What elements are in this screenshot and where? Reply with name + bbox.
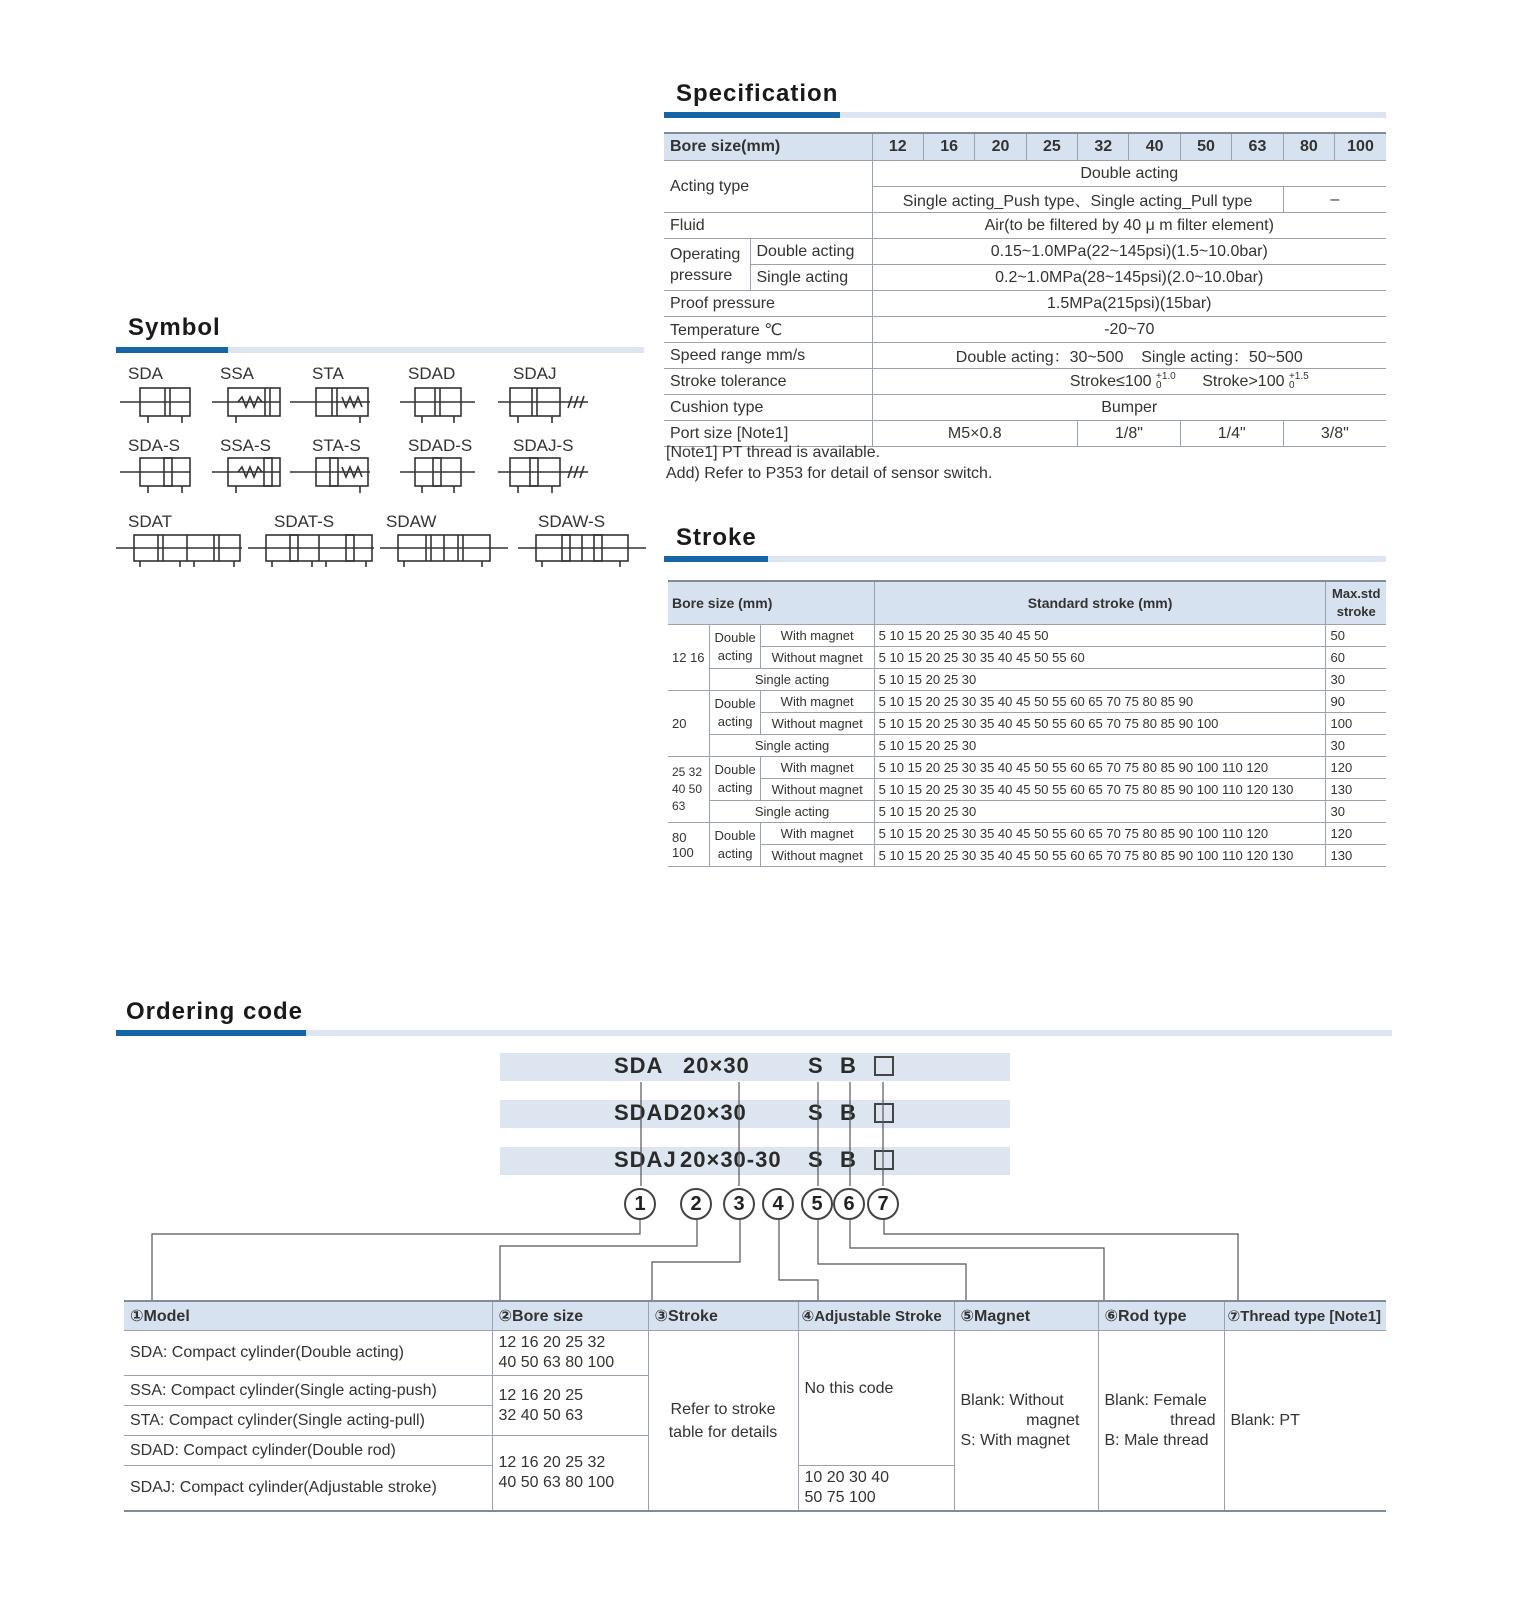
bore-list-line: 12 16 20 25 32 bbox=[498, 1334, 606, 1351]
tolerance-label: Stroke tolerance bbox=[664, 369, 872, 395]
spec-note2: Add) Refer to P353 for detail of sensor switch. bbox=[666, 465, 993, 482]
header-bore: ②Bore size bbox=[492, 1301, 648, 1331]
ordering-row bbox=[124, 1331, 1386, 1376]
bore-cell: 20 bbox=[975, 133, 1026, 161]
single-acting-label: Single acting bbox=[750, 265, 872, 291]
circle-5: 5 bbox=[801, 1188, 833, 1220]
code-magnet: S bbox=[808, 1147, 824, 1172]
standard-stroke: 5 10 15 20 25 30 35 40 45 50 55 60 65 70 75 80 85 90 100 110 120 130 bbox=[874, 779, 1326, 801]
thread-option: Blank: PT bbox=[1230, 1411, 1300, 1429]
bore-cell: 25 bbox=[1026, 133, 1077, 161]
max-stroke: 30 bbox=[1326, 669, 1386, 691]
single-pressure-value: 0.2~1.0MPa(28~145psi)(2.0~10.0bar) bbox=[872, 265, 1386, 291]
code-rod: B bbox=[840, 1100, 857, 1125]
code-model: SDAJ bbox=[614, 1147, 677, 1172]
symbol-label: SDAT-S bbox=[274, 512, 335, 531]
acting-single-value: Single acting_Push type、Single acting_Pull type bbox=[872, 187, 1283, 213]
stroke-header-bore: Bore size (mm) bbox=[668, 581, 874, 625]
symbol-label: SSA-S bbox=[220, 436, 272, 455]
stroke-note-line: Refer to stroke bbox=[670, 1400, 776, 1418]
bore-cell: 12 bbox=[872, 133, 923, 161]
stroke-header-max: Max.std stroke bbox=[1326, 581, 1386, 625]
symbol-label: SDAW bbox=[386, 512, 437, 531]
adjustable-values-line: 50 75 100 bbox=[804, 1489, 876, 1506]
without-magnet-label: Without magnet bbox=[760, 647, 874, 669]
circle-7: 7 bbox=[867, 1188, 899, 1220]
symbol-label: SDA-S bbox=[128, 436, 180, 455]
model-item: SDAJ: Compact cylinder(Adjustable stroke) bbox=[124, 1466, 492, 1512]
bore-cell: 100 bbox=[1335, 133, 1386, 161]
magnet-option-line: Blank: Without bbox=[960, 1391, 1064, 1409]
single-acting-label: Single acting bbox=[710, 669, 874, 691]
max-stroke: 30 bbox=[1326, 801, 1386, 823]
bore-cell: 40 bbox=[1129, 133, 1180, 161]
symbol-label: SDAJ bbox=[513, 364, 557, 383]
acting-type-label: Acting type bbox=[664, 161, 872, 213]
proof-label: Proof pressure bbox=[664, 291, 872, 317]
code-magnet: S bbox=[808, 1100, 824, 1125]
max-stroke: 30 bbox=[1326, 735, 1386, 757]
max-stroke: 60 bbox=[1326, 647, 1386, 669]
max-stroke: 130 bbox=[1326, 845, 1386, 867]
standard-stroke: 5 10 15 20 25 30 bbox=[874, 801, 1326, 823]
tolerance-a-upper: +1.0 bbox=[1156, 371, 1176, 383]
stroke-header-standard: Standard stroke (mm) bbox=[874, 581, 1326, 625]
code-model: SDAD bbox=[614, 1100, 681, 1125]
bore-list-line: 40 50 63 80 100 bbox=[498, 1354, 615, 1371]
header-adjustable: ④Adjustable Stroke bbox=[798, 1301, 954, 1331]
bore-list bbox=[492, 1376, 648, 1436]
spec-note1: [Note1] PT thread is available. bbox=[666, 444, 881, 461]
ordering-table bbox=[124, 1300, 1386, 1512]
max-stroke: 50 bbox=[1326, 625, 1386, 647]
code-model: SDA bbox=[614, 1053, 664, 1078]
circle-2: 2 bbox=[680, 1188, 712, 1220]
single-acting-label: Single acting bbox=[710, 735, 874, 757]
stroke-note-line: table for details bbox=[668, 1423, 778, 1441]
without-magnet-label: Without magnet bbox=[760, 779, 874, 801]
header-stroke: ③Stroke bbox=[648, 1301, 798, 1331]
spec-title: Specification bbox=[676, 80, 839, 107]
header-magnet: ⑤Magnet bbox=[954, 1301, 1098, 1331]
port-label: Port size [Note1] bbox=[664, 421, 872, 447]
adjustable-values bbox=[798, 1466, 954, 1512]
model-item: SDA: Compact cylinder(Double acting) bbox=[124, 1331, 492, 1376]
bore-cell: 50 bbox=[1180, 133, 1231, 161]
stroke-note bbox=[648, 1331, 798, 1512]
speed-value: Double acting：30~500 Single acting：50~500 bbox=[872, 343, 1386, 369]
magnet-option-line: magnet bbox=[1026, 1411, 1080, 1429]
circle-1: 1 bbox=[624, 1188, 656, 1220]
rod-option-line: Blank: Female bbox=[1104, 1391, 1207, 1409]
magnet-option-line: S: With magnet bbox=[960, 1431, 1070, 1449]
rod-option-line: thread bbox=[1170, 1411, 1216, 1429]
bore-list bbox=[492, 1331, 648, 1376]
rod-option-line: B: Male thread bbox=[1104, 1431, 1209, 1449]
stroke-bore-group: 20 bbox=[668, 691, 710, 757]
bore-list-line: 40 50 63 80 100 bbox=[498, 1474, 615, 1491]
adjustable-none: No this code bbox=[798, 1331, 954, 1466]
temperature-value: -20~70 bbox=[872, 317, 1386, 343]
with-magnet-label: With magnet bbox=[760, 757, 874, 779]
standard-stroke: 5 10 15 20 25 30 bbox=[874, 669, 1326, 691]
bore-list bbox=[492, 1436, 648, 1512]
bore-list-line: 12 16 20 25 32 bbox=[498, 1454, 606, 1471]
ordering-header-row bbox=[124, 1301, 1386, 1331]
bore-list-line: 12 16 20 25 bbox=[498, 1386, 584, 1404]
standard-stroke: 5 10 15 20 25 30 35 40 45 50 55 60 65 70 75 80 85 90 100 110 120 130 bbox=[874, 845, 1326, 867]
with-magnet-label: With magnet bbox=[760, 691, 874, 713]
tolerance-a: Stroke≤100 bbox=[1069, 372, 1152, 390]
tolerance-b: Stroke>100 bbox=[1202, 372, 1285, 390]
standard-stroke: 5 10 15 20 25 30 35 40 45 50 55 60 bbox=[874, 647, 1326, 669]
symbol-label: STA-S bbox=[312, 436, 361, 455]
single-acting-label: Single acting bbox=[710, 801, 874, 823]
header-thread: ⑦Thread type [Note1] bbox=[1224, 1301, 1386, 1331]
temperature-label: Temperature ℃ bbox=[664, 317, 872, 343]
with-magnet-label: With magnet bbox=[760, 625, 874, 647]
bore-list-line: 32 40 50 63 bbox=[498, 1406, 584, 1424]
model-item: STA: Compact cylinder(Single acting-pull) bbox=[124, 1406, 492, 1436]
port-value: 1/8" bbox=[1078, 421, 1181, 447]
double-pressure-value: 0.15~1.0MPa(22~145psi)(1.5~10.0bar) bbox=[872, 239, 1386, 265]
tolerance-b-lower: 0 bbox=[1288, 380, 1295, 392]
symbol-label: SDAD-S bbox=[408, 436, 473, 455]
with-magnet-label: With magnet bbox=[760, 823, 874, 845]
operating-pressure-line2: pressure bbox=[670, 266, 733, 284]
adjustable-values-line: 10 20 30 40 bbox=[804, 1469, 890, 1486]
symbol-label: SDAT bbox=[128, 512, 173, 531]
spec-header-label: Bore size(mm) bbox=[664, 133, 872, 161]
double-acting-label: Double acting bbox=[710, 625, 760, 669]
code-magnet: S bbox=[808, 1053, 824, 1078]
symbol-label: SDAW-S bbox=[538, 512, 606, 531]
cushion-label: Cushion type bbox=[664, 395, 872, 421]
without-magnet-label: Without magnet bbox=[760, 713, 874, 735]
code-bore: 20×30 bbox=[680, 1100, 747, 1125]
standard-stroke: 5 10 15 20 25 30 35 40 45 50 bbox=[874, 625, 1326, 647]
standard-stroke: 5 10 15 20 25 30 35 40 45 50 55 60 65 70 75 80 85 90 100 110 120 bbox=[874, 757, 1326, 779]
acting-double-value: Double acting bbox=[872, 161, 1386, 187]
symbol-label: STA bbox=[312, 364, 344, 383]
header-model: ①Model bbox=[124, 1301, 492, 1331]
cushion-value: Bumper bbox=[872, 395, 1386, 421]
double-acting-label: Double acting bbox=[710, 823, 760, 867]
fluid-label: Fluid bbox=[664, 213, 872, 239]
code-rod: B bbox=[840, 1147, 857, 1172]
double-acting-label: Double acting bbox=[750, 239, 872, 265]
symbol-label: SDA bbox=[128, 364, 163, 383]
standard-stroke: 5 10 15 20 25 30 35 40 45 50 55 60 65 70 75 80 85 90 100 bbox=[874, 713, 1326, 735]
standard-stroke: 5 10 15 20 25 30 bbox=[874, 735, 1326, 757]
standard-stroke: 5 10 15 20 25 30 35 40 45 50 55 60 65 70 75 80 85 90 bbox=[874, 691, 1326, 713]
operating-pressure-line1: Operating bbox=[670, 245, 741, 263]
port-value: 1/4" bbox=[1180, 421, 1283, 447]
double-acting-label: Double acting bbox=[710, 691, 760, 735]
model-item: SSA: Compact cylinder(Single acting-push) bbox=[124, 1376, 492, 1406]
double-acting-label: Double acting bbox=[710, 757, 760, 801]
rod-options bbox=[1098, 1331, 1224, 1512]
port-value: M5×0.8 bbox=[872, 421, 1078, 447]
model-item: SDAD: Compact cylinder(Double rod) bbox=[124, 1436, 492, 1466]
speed-label: Speed range mm/s bbox=[664, 343, 872, 369]
bore-cell: 63 bbox=[1232, 133, 1283, 161]
max-stroke: 130 bbox=[1326, 779, 1386, 801]
bore-cell: 32 bbox=[1078, 133, 1129, 161]
max-stroke: 120 bbox=[1326, 757, 1386, 779]
magnet-options bbox=[954, 1331, 1098, 1512]
acting-single-dash: – bbox=[1283, 187, 1386, 213]
symbol-label: SDAD bbox=[408, 364, 456, 383]
fluid-value: Air(to be filtered by 40 μ m filter element) bbox=[872, 213, 1386, 239]
code-rod: B bbox=[840, 1053, 857, 1078]
symbol-label: SSA bbox=[220, 364, 255, 383]
bore-cell: 16 bbox=[923, 133, 974, 161]
standard-stroke: 5 10 15 20 25 30 35 40 45 50 55 60 65 70 75 80 85 90 100 110 120 bbox=[874, 823, 1326, 845]
stroke-bore-group: 12 16 bbox=[668, 625, 710, 691]
stroke-title: Stroke bbox=[676, 524, 757, 551]
proof-value: 1.5MPa(215psi)(15bar) bbox=[872, 291, 1386, 317]
stroke-bore-group: 25 32 40 50 63 bbox=[668, 757, 710, 823]
ordering-title: Ordering code bbox=[126, 998, 304, 1025]
symbol-title: Symbol bbox=[128, 314, 221, 341]
code-bore: 20×30 bbox=[683, 1053, 750, 1078]
without-magnet-label: Without magnet bbox=[760, 845, 874, 867]
circle-4: 4 bbox=[762, 1188, 794, 1220]
port-value: 3/8" bbox=[1283, 421, 1386, 447]
max-stroke: 120 bbox=[1326, 823, 1386, 845]
bore-cell: 80 bbox=[1283, 133, 1334, 161]
circle-6: 6 bbox=[833, 1188, 865, 1220]
symbol-label: SDAJ-S bbox=[513, 436, 574, 455]
code-bore: 20×30-30 bbox=[680, 1147, 782, 1172]
max-stroke: 90 bbox=[1326, 691, 1386, 713]
tolerance-a-lower: 0 bbox=[1156, 380, 1162, 392]
circle-3: 3 bbox=[723, 1188, 755, 1220]
header-rod: ⑥Rod type bbox=[1098, 1301, 1224, 1331]
tolerance-b-upper: +1.5 bbox=[1288, 371, 1309, 383]
max-stroke: 100 bbox=[1326, 713, 1386, 735]
stroke-bore-group: 80 100 bbox=[668, 823, 710, 867]
